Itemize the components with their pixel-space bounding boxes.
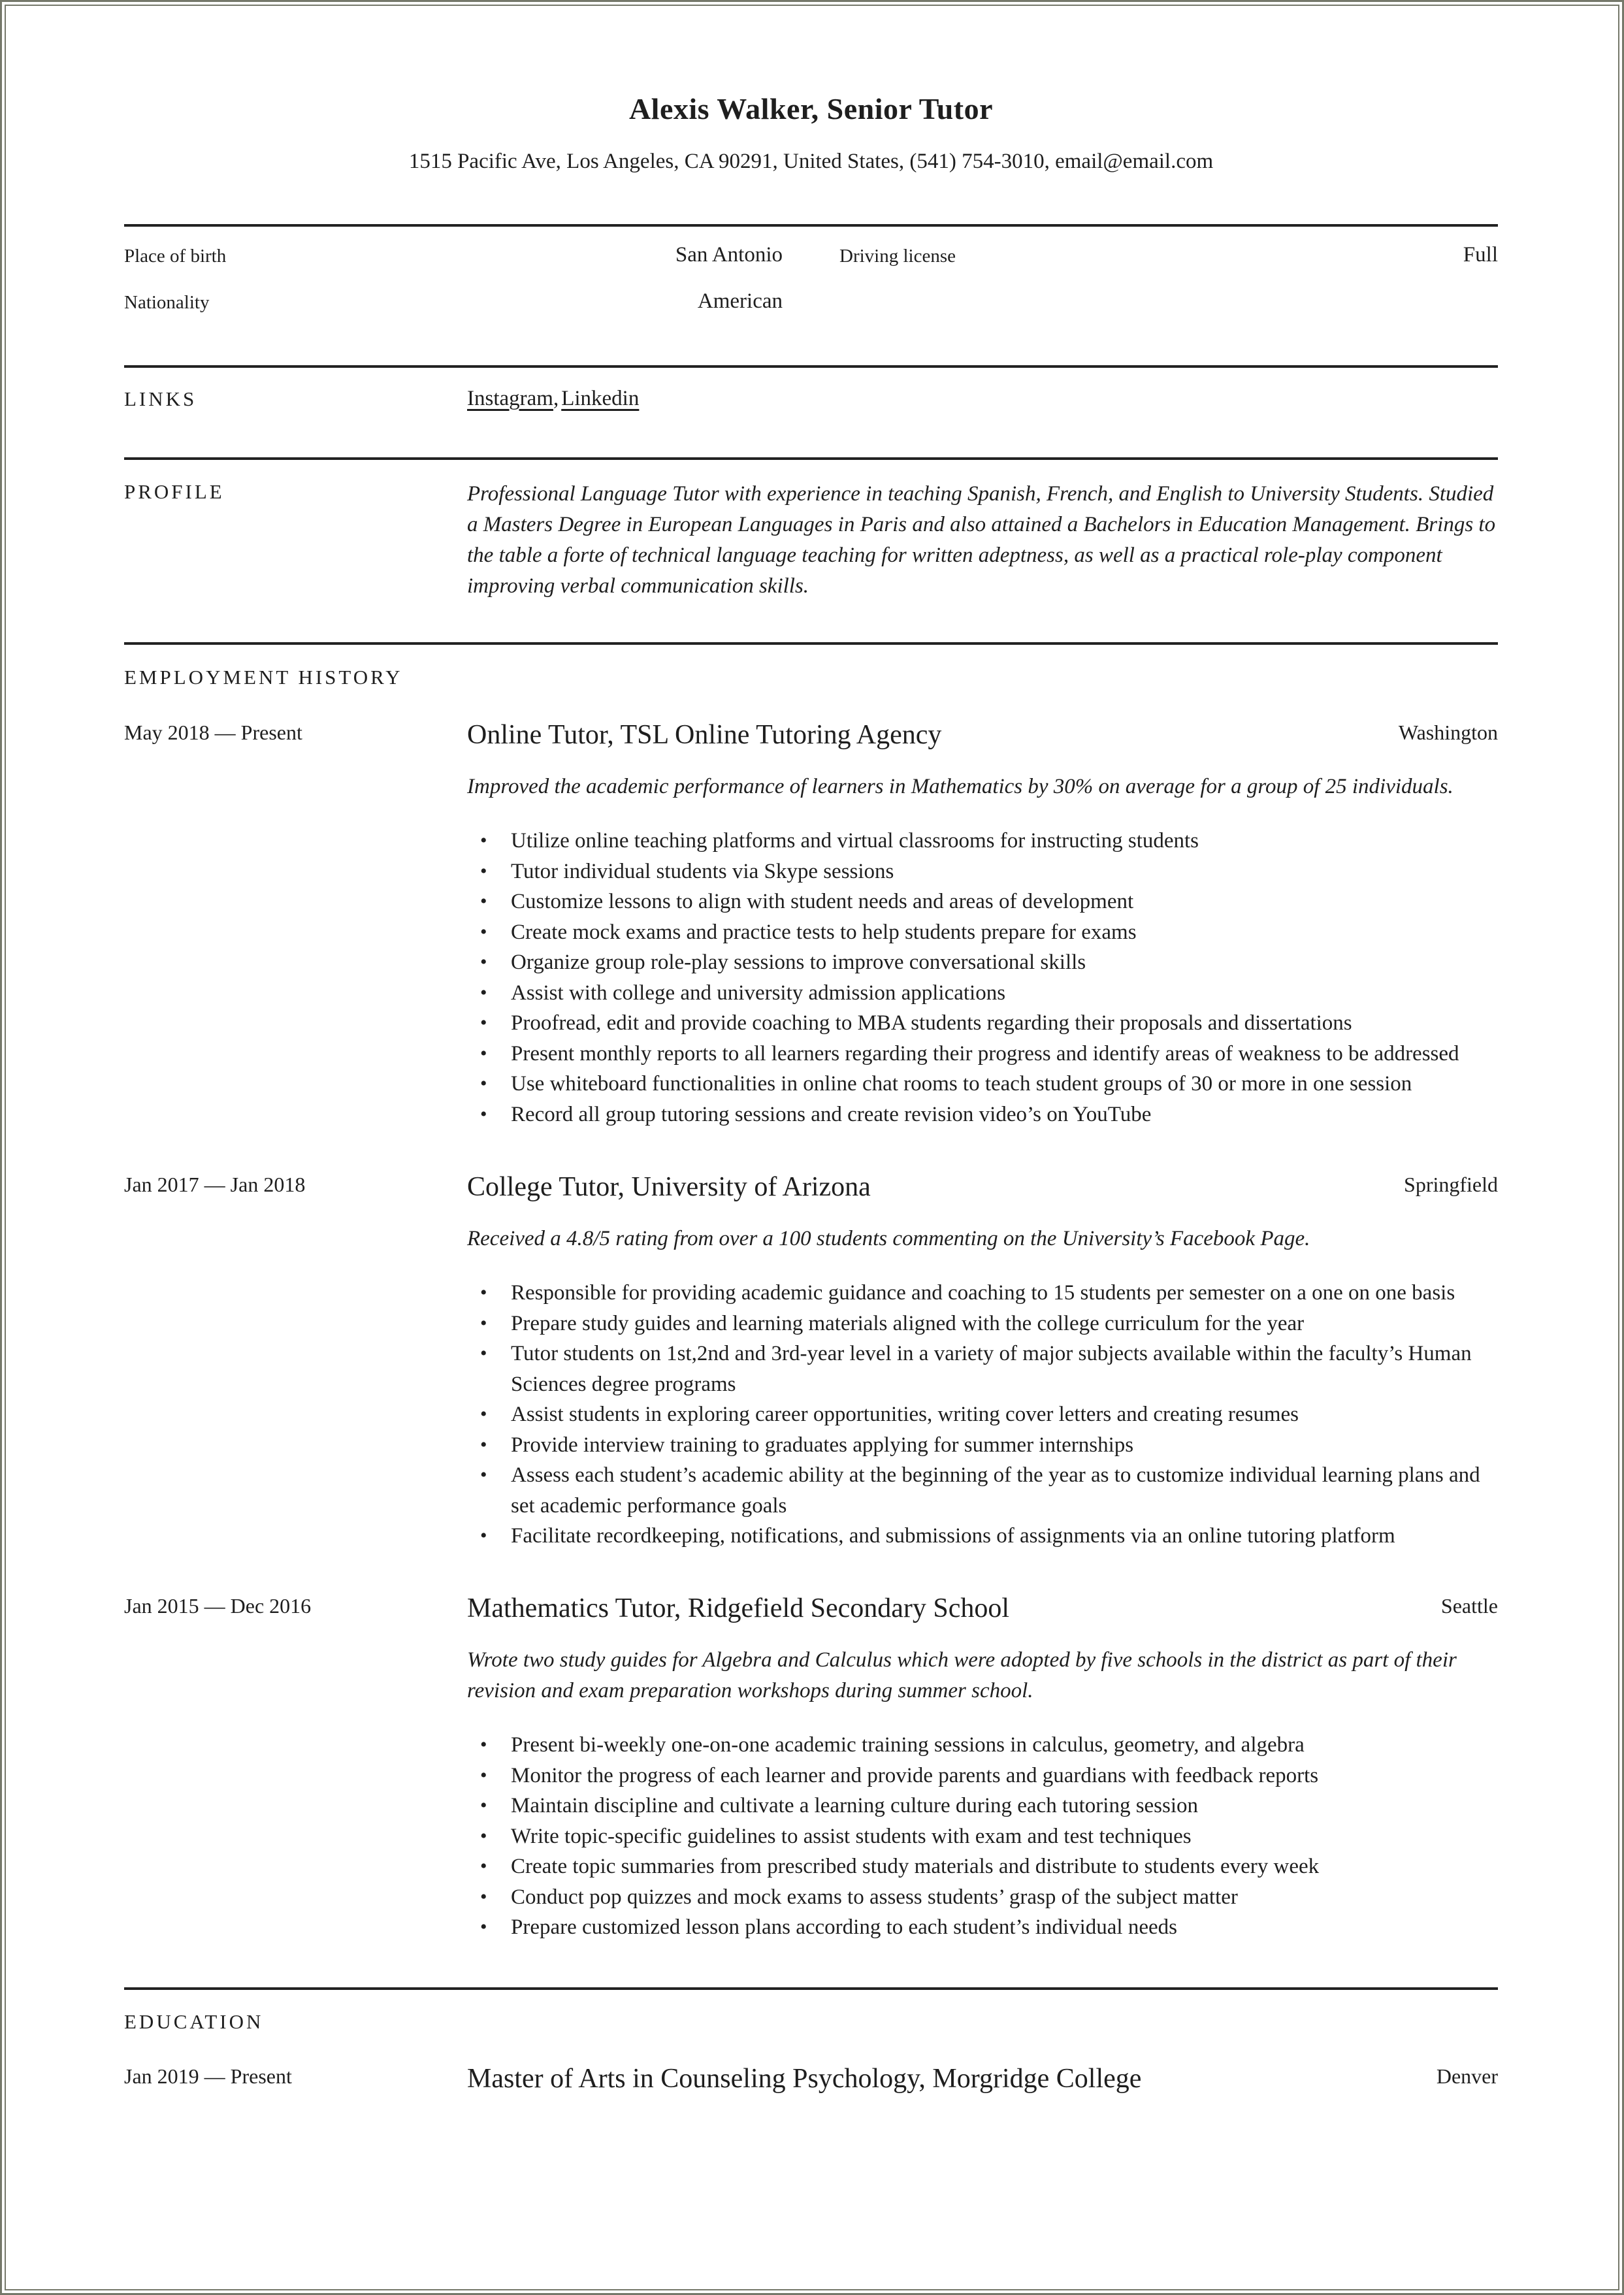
job-location: Seattle bbox=[1440, 1594, 1498, 1618]
list-item: • Organize group role-play sessions to improve conversational skills bbox=[467, 947, 1498, 978]
list-item: • Assess each student’s academic ability at the beginning of the year as to customize individual learning plans and set academic performance goals bbox=[467, 1460, 1498, 1521]
job-title: Mathematics Tutor, Ridgefield Secondary School bbox=[467, 1593, 1010, 1623]
links-list bbox=[467, 387, 1498, 411]
list-item: • Create topic summaries from prescribed study materials and distribute to students every week bbox=[467, 1851, 1498, 1882]
section-heading-employment: EMPLOYMENT HISTORY bbox=[124, 666, 403, 689]
divider bbox=[124, 224, 1498, 227]
education-location: Denver bbox=[1436, 2064, 1498, 2088]
divider bbox=[124, 1987, 1498, 1990]
list-item: • Conduct pop quizzes and mock exams to assess students’ grasp of the subject matter bbox=[467, 1882, 1498, 1913]
list-item: • Write topic-specific guidelines to assist students with exam and test techniques bbox=[467, 1821, 1498, 1852]
job-summary: Received a 4.8/5 rating from over a 100 students commenting on the University’s Facebook Page. bbox=[467, 1227, 1310, 1250]
list-item: • Assist students in exploring career opportunities, writing cover letters and creating resumes bbox=[467, 1399, 1498, 1430]
list-item: • Monitor the progress of each learner and provide parents and guardians with feedback reports bbox=[467, 1761, 1498, 1791]
detail-driving-license bbox=[839, 243, 1498, 269]
job-location: Washington bbox=[1398, 721, 1498, 744]
list-item: • Prepare customized lesson plans according to each student’s individual needs bbox=[467, 1912, 1498, 1943]
contact-info: 1515 Pacific Ave, Los Angeles, CA 90291, United States, (541) 754-3010, email@email.com bbox=[408, 150, 1214, 173]
list-item: • Prepare study guides and learning materials aligned with the college curriculum for the year bbox=[467, 1309, 1498, 1339]
job-dates: Jan 2017 — Jan 2018 bbox=[124, 1173, 306, 1196]
detail-value: Full bbox=[1463, 243, 1498, 267]
detail-nationality bbox=[124, 289, 783, 316]
divider bbox=[124, 642, 1498, 645]
job-dates: May 2018 — Present bbox=[124, 721, 302, 744]
job-responsibilities bbox=[467, 1278, 1498, 1552]
detail-label: Driving license bbox=[839, 246, 956, 267]
job-responsibilities bbox=[467, 1730, 1498, 1943]
job-responsibilities bbox=[467, 826, 1498, 1130]
link-separator: , bbox=[553, 387, 559, 410]
job-location: Springfield bbox=[1404, 1173, 1498, 1196]
list-item: • Proofread, edit and provide coaching to MBA students regarding their proposals and dissertations bbox=[467, 1008, 1498, 1039]
education-degree: Master of Arts in Counseling Psychology, Morgridge College bbox=[467, 2064, 1142, 2094]
list-item: • Present monthly reports to all learners regarding their progress and identify areas of weakness to be addressed bbox=[467, 1039, 1498, 1069]
list-item: • Assist with college and university admission applications bbox=[467, 978, 1498, 1009]
list-item: • Maintain discipline and cultivate a learning culture during each tutoring session bbox=[467, 1791, 1498, 1821]
job-summary: Wrote two study guides for Algebra and Calculus which were adopted by five schools in the district as part of their revision and exam preparation workshops during summer school. bbox=[467, 1648, 1457, 1702]
detail-label: Place of birth bbox=[124, 246, 227, 267]
section-heading-profile: PROFILE bbox=[124, 480, 225, 503]
link-instagram[interactable]: Instagram bbox=[467, 387, 553, 410]
section-heading-education: EDUCATION bbox=[124, 2010, 264, 2033]
job-title: College Tutor, University of Arizona bbox=[467, 1172, 871, 1202]
section-heading-links: LINKS bbox=[124, 387, 197, 410]
resume-name-title: Alexis Walker, Senior Tutor bbox=[628, 92, 994, 125]
list-item: • Facilitate recordkeeping, notifications, and submissions of assignments via an online tutoring platform bbox=[467, 1521, 1498, 1552]
link-linkedin[interactable]: Linkedin bbox=[561, 387, 640, 410]
list-item: • Customize lessons to align with student needs and areas of development bbox=[467, 887, 1498, 917]
job-dates: Jan 2015 — Dec 2016 bbox=[124, 1594, 312, 1618]
list-item: • Record all group tutoring sessions and create revision video’s on YouTube bbox=[467, 1099, 1498, 1130]
list-item: • Present bi-weekly one-on-one academic training sessions in calculus, geometry, and algebra bbox=[467, 1730, 1498, 1761]
job-title: Online Tutor, TSL Online Tutoring Agency bbox=[467, 720, 942, 750]
job-summary: Improved the academic performance of learners in Mathematics by 30% on average for a group of 25 individuals. bbox=[467, 775, 1453, 798]
divider bbox=[124, 365, 1498, 368]
detail-value: American bbox=[697, 289, 783, 313]
list-item: • Use whiteboard functionalities in online chat rooms to teach student groups of 30 or more in one session bbox=[467, 1069, 1498, 1099]
list-item: • Utilize online teaching platforms and virtual classrooms for instructing students bbox=[467, 826, 1498, 856]
divider bbox=[124, 457, 1498, 460]
list-item: • Create mock exams and practice tests to help students prepare for exams bbox=[467, 917, 1498, 948]
education-dates: Jan 2019 — Present bbox=[124, 2064, 292, 2088]
list-item: • Tutor students on 1st,2nd and 3rd-year level in a variety of major subjects available within the faculty’s Human Sciences degree programs bbox=[467, 1339, 1498, 1399]
detail-label: Nationality bbox=[124, 292, 210, 313]
list-item: • Tutor individual students via Skype sessions bbox=[467, 856, 1498, 887]
detail-place-of-birth bbox=[124, 243, 783, 269]
detail-value: San Antonio bbox=[675, 243, 783, 267]
profile-summary: Professional Language Tutor with experience in teaching Spanish, French, and English to University Students. Studied a Masters Degree in European Languages in Paris and also attained a Bachelors in Education Management. Brings to the table a forte of technical language teaching for written adeptness, as well as a practical role-play component improving verbal communication skills. bbox=[467, 482, 1496, 598]
list-item: • Provide interview training to graduates applying for summer internships bbox=[467, 1430, 1498, 1461]
list-item: • Responsible for providing academic guidance and coaching to 15 students per semester on a one on one basis bbox=[467, 1278, 1498, 1309]
